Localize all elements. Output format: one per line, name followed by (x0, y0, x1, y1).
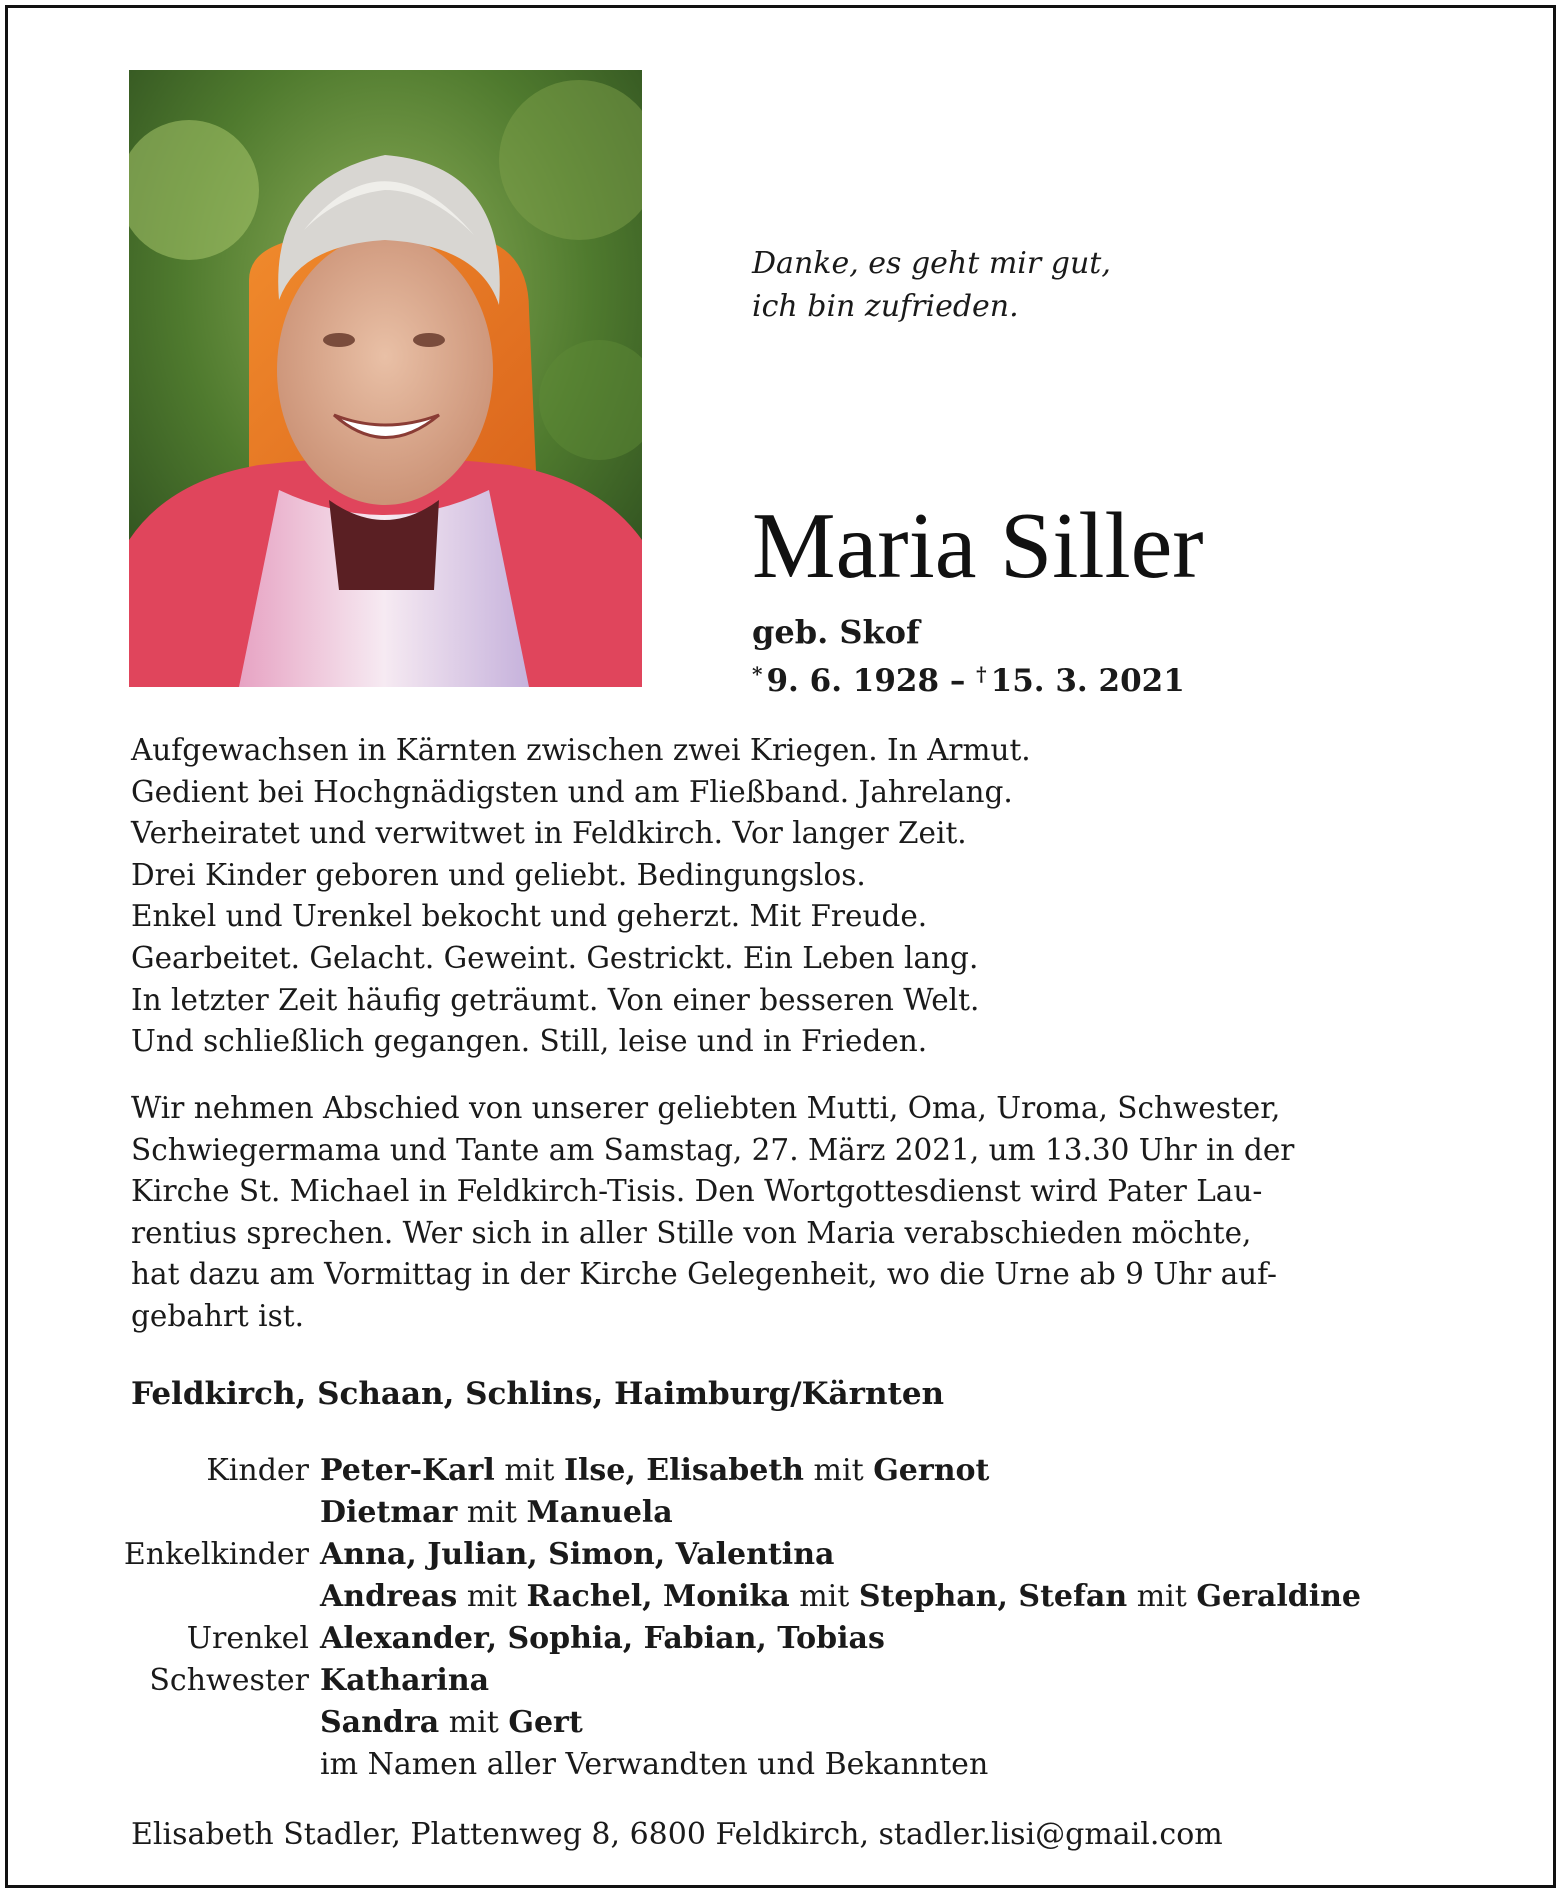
relation-names (320, 1702, 583, 1744)
contact-address: Elisabeth Stadler, Plattenweg 8, 6800 Feldkirch, stadler.lisi@gmail.com (131, 1817, 1223, 1852)
family-row-closing (0, 1744, 1567, 1786)
poem-line: In letzter Zeit häufig geträumt. Von einer besseren Welt. (131, 982, 980, 1017)
relative-name: Anna, Julian, Simon, Valentina (320, 1537, 835, 1572)
announcement-line: Wir nehmen Abschied von unserer geliebten Mutti, Oma, Uroma, Schwester, (131, 1091, 1281, 1125)
poem-line: Gedient bei Hochgnädigsten und am Fließband. Jahrelang. (131, 774, 1013, 809)
poem-line: Und schließlich gegangen. Still, leise und in Frieden. (131, 1024, 928, 1059)
relation-names (320, 1576, 1361, 1618)
maiden-name: geb. Skof (752, 613, 920, 651)
poem-line: Aufgewachsen in Kärnten zwischen zwei Kriegen. In Armut. (131, 733, 1031, 767)
connector-word: mit (448, 1705, 499, 1740)
connector-word: mit (504, 1453, 555, 1488)
poem-line: Gearbeitet. Gelacht. Geweint. Gestrickt. Ein Leben lang. (131, 940, 979, 975)
relation-label: Kinder (206, 1453, 309, 1488)
relative-name: Ilse, Elisabeth (563, 1453, 804, 1488)
life-poem (131, 730, 1431, 1063)
funeral-announcement (131, 1088, 1431, 1338)
connector-word: mit (466, 1495, 517, 1530)
relation-label: Schwester (149, 1663, 309, 1698)
family-row-enkelkinder-2 (0, 1576, 1567, 1618)
motto-line: Danke, es geht mir gut, (752, 246, 1111, 281)
relative-name: Alexander, Sophia, Fabian, Tobias (320, 1621, 885, 1656)
announcement-line: gebahrt ist. (131, 1298, 304, 1333)
life-dates (752, 654, 1185, 701)
relation-names (320, 1618, 885, 1660)
birth-date: 9. 6. 1928 (766, 663, 940, 699)
announcement-line: Kirche St. Michael in Feldkirch-Tisis. Den Wortgottesdienst wird Pater Lau- (131, 1174, 1263, 1209)
relative-name: Andreas (320, 1579, 458, 1614)
poem-line: Enkel und Urenkel bekocht und geherzt. Mit Freude. (131, 899, 928, 934)
announcement-line: Schwiegermama und Tante am Samstag, 27. März 2021, um 13.30 Uhr in der (131, 1132, 1295, 1167)
family-row-schwester (0, 1660, 1567, 1702)
relative-name: Peter-Karl (320, 1453, 495, 1488)
connector-word: mit (1136, 1579, 1187, 1614)
relative-name: Geraldine (1196, 1579, 1362, 1614)
relation-names (320, 1492, 673, 1534)
announcement-line: hat dazu am Vormittag in der Kirche Gelegenheit, wo die Urne ab 9 Uhr auf- (131, 1257, 1277, 1292)
relation-label: Urenkel (186, 1621, 309, 1656)
family-row-schwester-2 (0, 1702, 1567, 1744)
relative-name: Gernot (873, 1453, 990, 1488)
announcement-line: rentius sprechen. Wer sich in aller Stille von Maria verabschieden möchte, (131, 1215, 1252, 1250)
family-places: Feldkirch, Schaan, Schlins, Haimburg/Kärnten (131, 1376, 945, 1412)
relative-name: Rachel, Monika (526, 1579, 790, 1614)
poem-line: Drei Kinder geboren und geliebt. Bedingungslos. (131, 857, 866, 892)
family-row-enkelkinder (0, 1534, 1567, 1576)
family-row-kinder-2 (0, 1492, 1567, 1534)
relative-name: Gert (508, 1705, 583, 1740)
family-list (0, 1450, 1567, 1786)
closing-line: im Namen aller Verwandten und Bekannten (320, 1747, 989, 1782)
relative-name: Sandra (320, 1705, 440, 1740)
relative-name: Stephan, Stefan (858, 1579, 1128, 1614)
relative-name: Dietmar (320, 1495, 458, 1530)
deceased-name: Maria Siller (752, 494, 1204, 598)
motto-quote (752, 242, 1312, 328)
relation-names (320, 1534, 834, 1576)
death-date: 15. 3. 2021 (990, 663, 1185, 699)
motto-line: ich bin zufrieden. (752, 289, 1019, 324)
poem-line: Verheiratet und verwitwet in Feldkirch. Vor langer Zeit. (131, 816, 967, 851)
relative-name: Manuela (526, 1495, 673, 1530)
death-symbol: † (976, 662, 987, 686)
family-row-urenkel (0, 1618, 1567, 1660)
date-separator: – (949, 663, 966, 699)
connector-word: mit (799, 1579, 850, 1614)
birth-symbol: * (752, 662, 763, 686)
connector-word: mit (466, 1579, 517, 1614)
relation-names (320, 1450, 989, 1492)
family-row-kinder (0, 1450, 1567, 1492)
portrait-photo-icon (129, 70, 642, 687)
portrait-photo (129, 70, 642, 687)
relative-name: Katharina (320, 1663, 490, 1698)
connector-word: mit (813, 1453, 864, 1488)
relation-label: Enkelkinder (123, 1537, 309, 1572)
relation-names (320, 1660, 489, 1702)
